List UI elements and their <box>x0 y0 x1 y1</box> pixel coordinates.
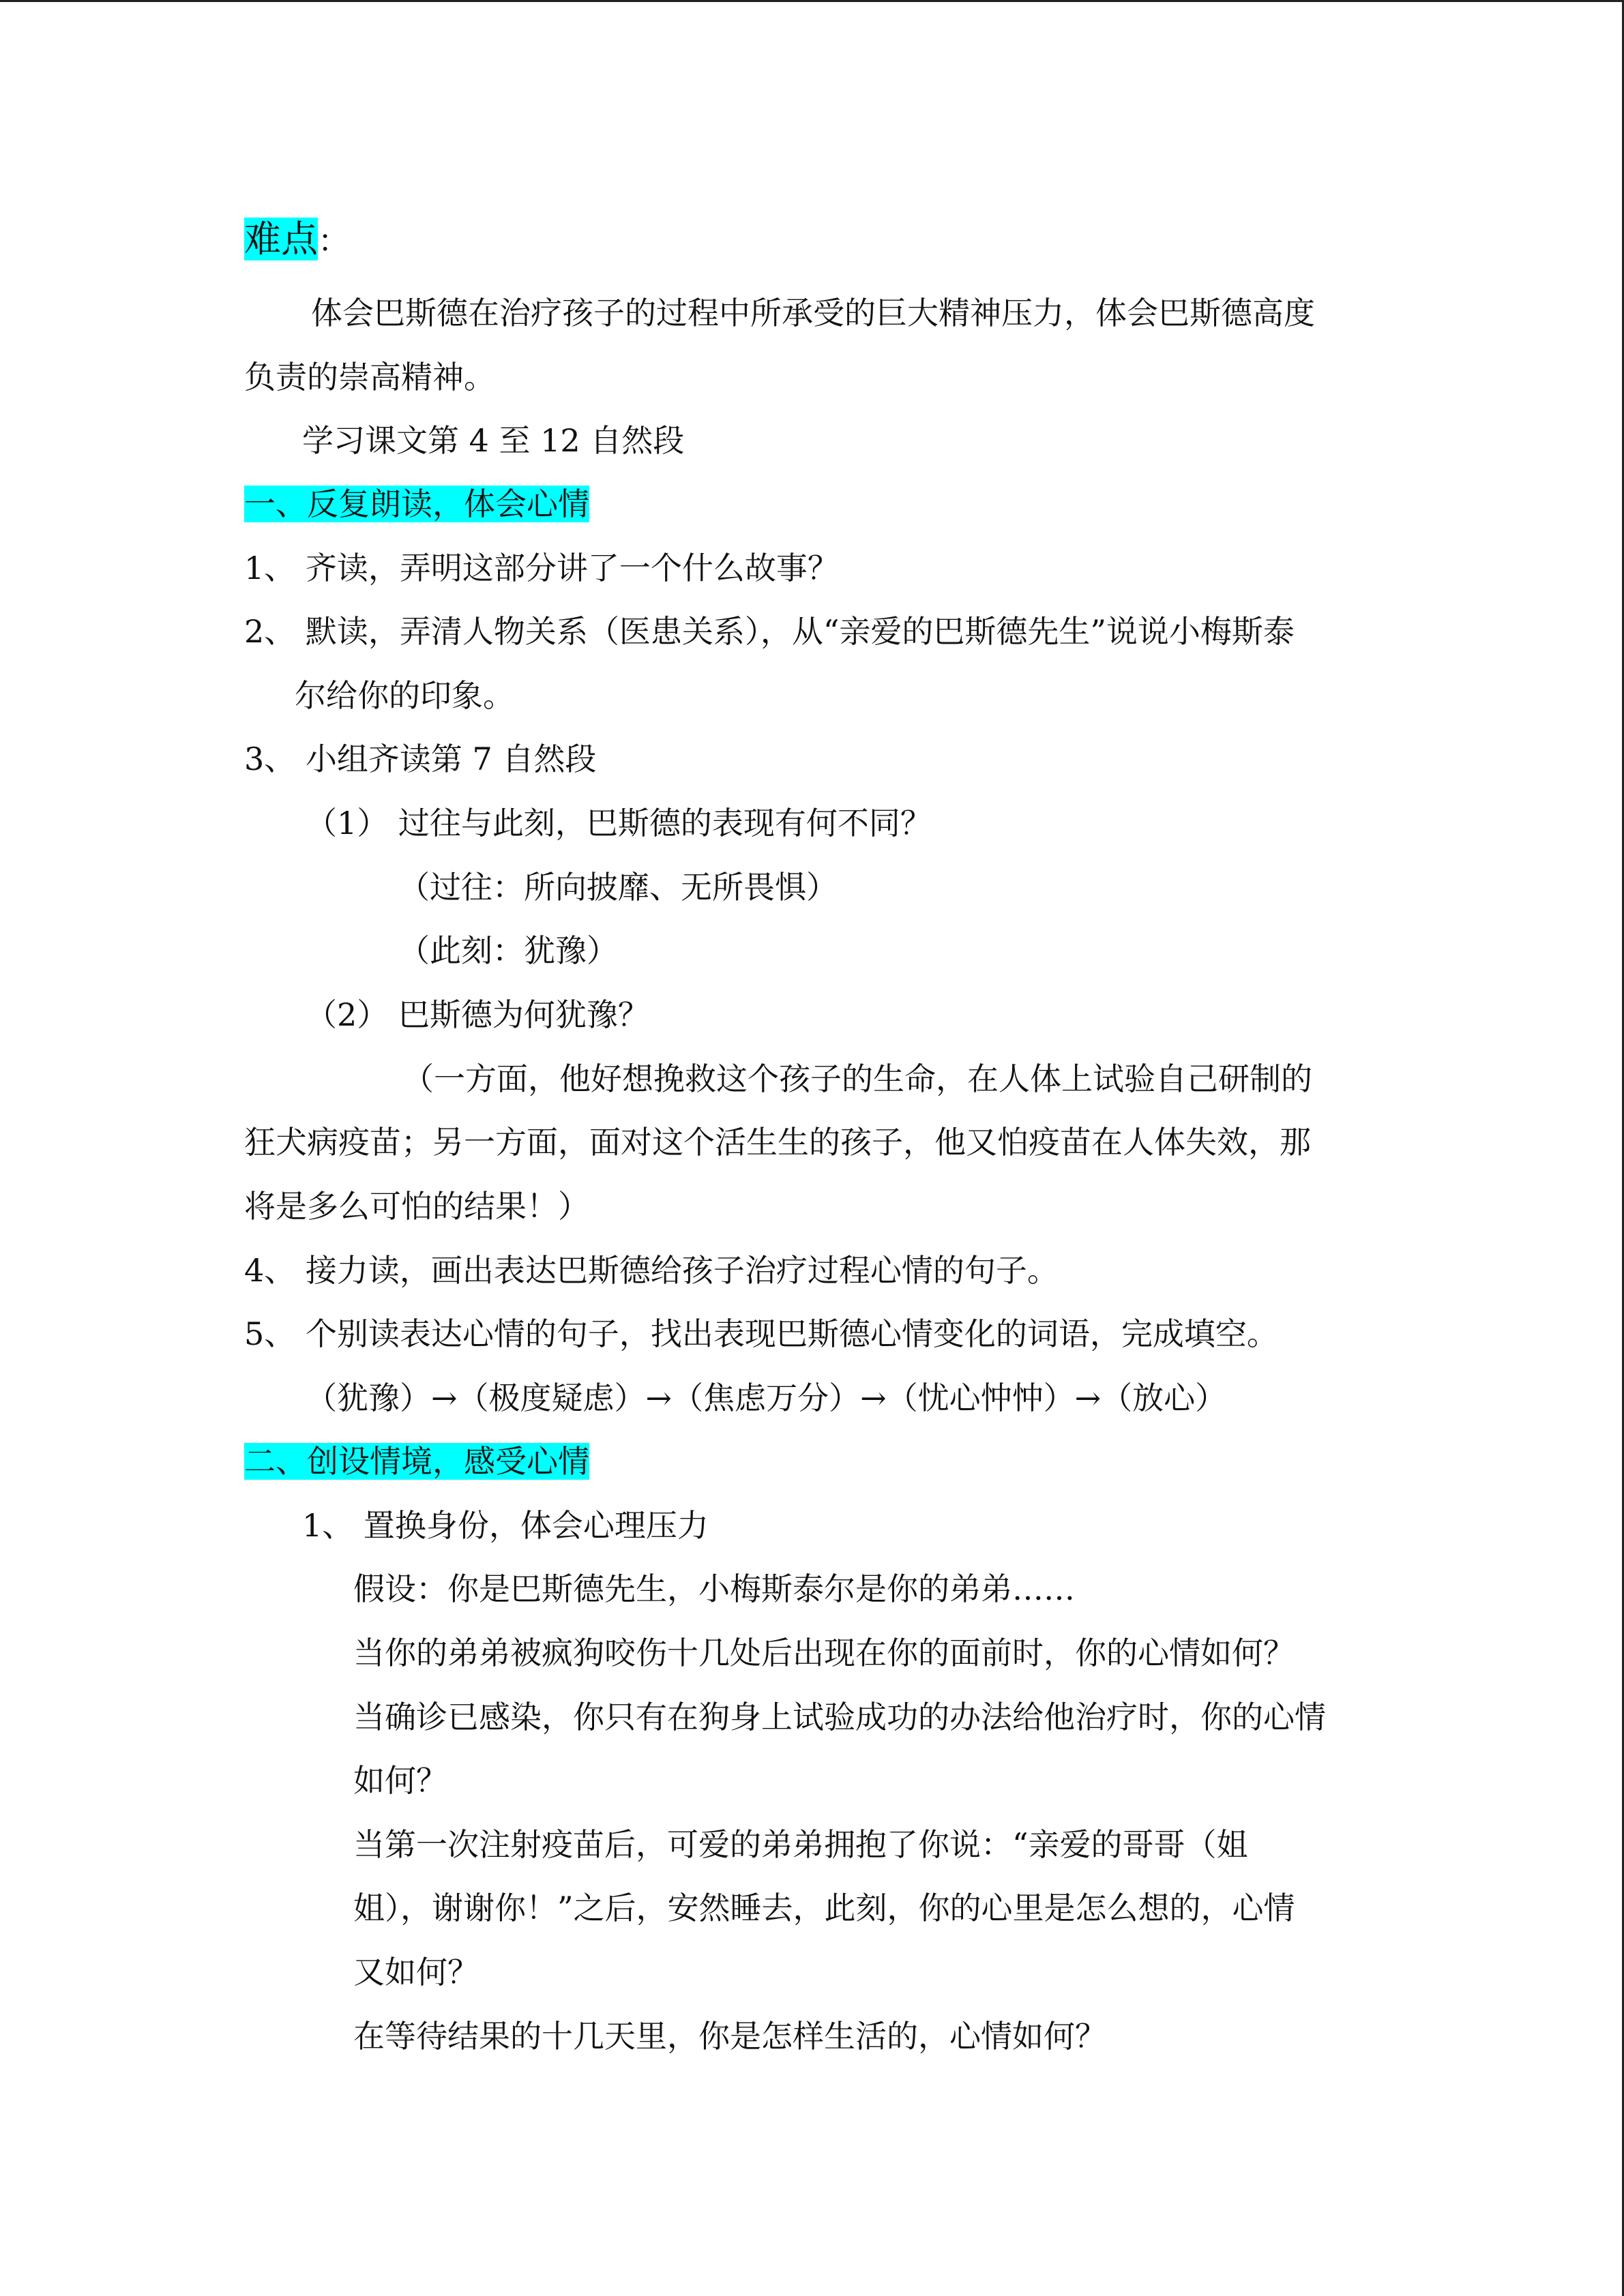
scenario-question-2-line-1: 当确诊已感染，你只有在狗身上试验成功的办法给他治疗时，你的心情 <box>353 1699 1326 1735</box>
section-2-title <box>244 1439 589 1484</box>
page-top-border <box>0 0 1624 2</box>
scenario-question-1: 当你的弟弟被疯狗咬伤十几处后出现在你的面前时，你的心情如何？ <box>353 1635 1295 1671</box>
study-scope-line: 学习课文第 4 至 12 自然段 <box>302 422 685 459</box>
section-2-title-text: 二、创设情境，感受心情 <box>244 1443 589 1480</box>
question-2-answer-line-2: 狂犬病疫苗；另一方面，面对这个活生生的孩子，他又怕疫苗在人体失效，那 <box>244 1124 1311 1161</box>
scenario-question-3-line-1: 当第一次注射疫苗后，可爱的弟弟拥抱了你说：“亲爱的哥哥（姐 <box>353 1826 1248 1863</box>
question-2-answer-line-3: 将是多么可怕的结果！） <box>244 1188 589 1225</box>
section-1-title <box>244 481 589 526</box>
section-1-item-2-line-1: 2、 默读，弄清人物关系（医患关系），从“亲爱的巴斯德先生”说说小梅斯泰 <box>244 613 1295 650</box>
section-1-item-4: 4、 接力读，画出表达巴斯德给孩子治疗过程心情的句子。 <box>244 1252 1059 1289</box>
difficulty-heading <box>244 217 349 263</box>
scenario-question-4: 在等待结果的十几天里，你是怎样生活的，心情如何？ <box>353 2018 1106 2055</box>
question-2-answer-line-1: （一方面，他好想挽救这个孩子的生命，在人体上试验自己研制的 <box>402 1060 1312 1097</box>
mood-change-chain: （犹豫）→（极度疑虑）→（焦虑万分）→（忧心忡忡）→（放心） <box>306 1380 1227 1416</box>
difficulty-text-line-1: 体会巴斯德在治疗孩子的过程中所承受的巨大精神压力，体会巴斯德高度 <box>311 295 1315 331</box>
question-1-answer-past: （过往：所向披靡、无所畏惧） <box>398 869 838 906</box>
scenario-question-3-line-2: 姐），谢谢你！”之后，安然睡去，此刻，你的心里是怎么想的，心情 <box>353 1890 1295 1926</box>
section-1-item-5: 5、 个别读表达心情的句子，找出表现巴斯德心情变化的词语，完成填空。 <box>244 1315 1278 1352</box>
scenario-assumption: 假设：你是巴斯德先生，小梅斯泰尔是你的弟弟…… <box>353 1570 1075 1607</box>
question-2: （2） 巴斯德为何犹豫？ <box>306 996 649 1033</box>
section-1-item-2-line-2: 尔给你的印象。 <box>295 677 514 714</box>
scenario-question-2-line-2: 如何？ <box>353 1762 447 1799</box>
question-1-answer-now: （此刻：犹豫） <box>398 932 618 969</box>
section-1-item-1: 1、 齐读，弄明这部分讲了一个什么故事？ <box>244 550 839 586</box>
difficulty-text-line-2: 负责的崇高精神。 <box>244 359 495 396</box>
question-1: （1） 过往与此刻，巴斯德的表现有何不同？ <box>306 805 932 841</box>
section-2-item-1: 1、 置换身份，体会心理压力 <box>302 1507 709 1544</box>
section-1-item-3: 3、 小组齐读第 7 自然段 <box>244 741 597 777</box>
difficulty-label: 难点 <box>244 218 318 260</box>
difficulty-colon: ： <box>318 222 349 259</box>
section-1-title-text: 一、反复朗读，体会心情 <box>244 486 589 522</box>
scenario-question-3-line-3: 又如何？ <box>353 1954 479 1991</box>
